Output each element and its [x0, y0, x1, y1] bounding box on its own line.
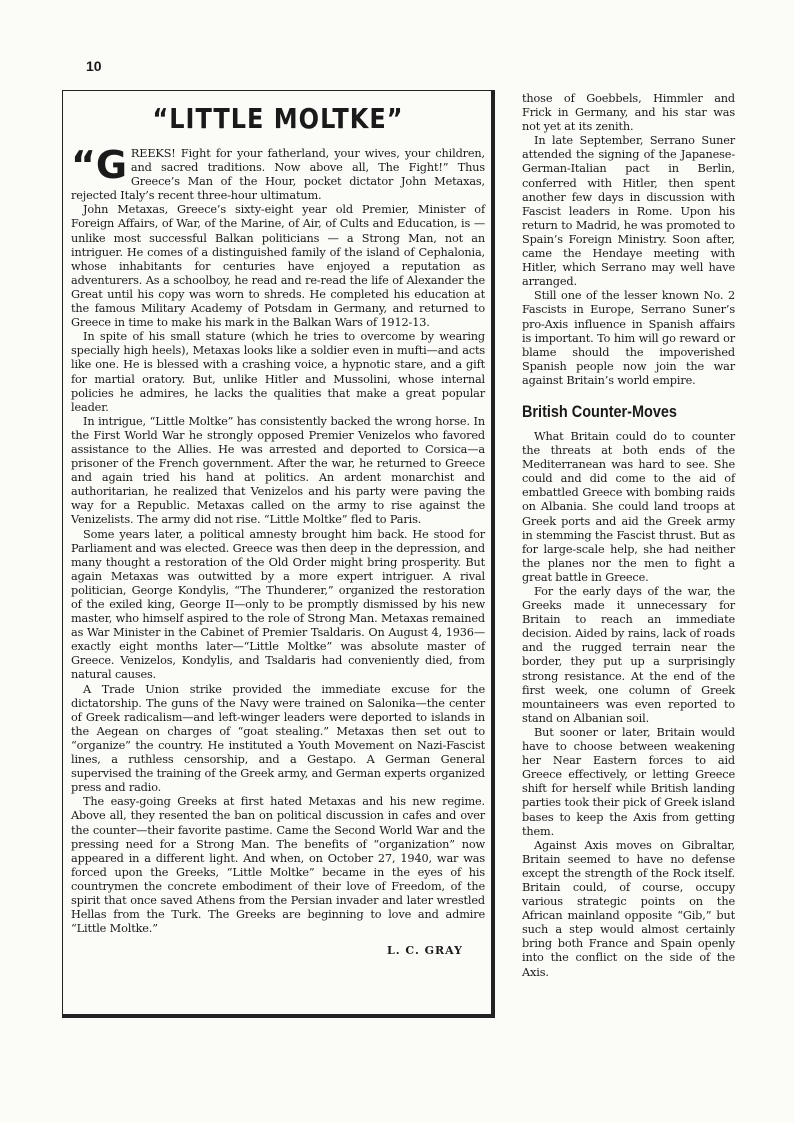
article-paragraph: A Trade Union strike provided the immediate excuse for the dictatorship. The guns of the Navy were trained on Salonika—the center of Greek radicalism—and left-winger leaders were deported to islands in the Aegean on charges of “goat stealing.” Metaxas then set out to “organize” the country. He instituted a Youth Movement on Nazi-Fascist lines, a ruthless censorship, and a Gestapo. A German General supervised the training of the Greek army, and German experts organized press and radio. [71, 682, 485, 795]
column-paragraph: those of Goebbels, Himmler and Frick in Germany, and his star was not yet at its zenith. [522, 92, 735, 134]
right-column [522, 92, 735, 980]
column-paragraph: But sooner or later, Britain would have to choose between weakening her Near Eastern forces to aid Greece effectively, or letting Greece shift for herself while British landing parties took their pick of Greek island bases to keep the Axis from getting them. [522, 725, 735, 838]
column-paragraph: For the early days of the war, the Greeks made it unnecessary for Britain to reach an immediate decision. Aided by rains, lack of roads and the rugged terrain near the border, they put up a surprisingly strong resistance. At the end of the first week, one column of Greek mountaineers was even reported to stand on Albanian soil. [522, 585, 735, 725]
column-paragraph: Still one of the lesser known No. 2 Fascists in Europe, Serrano Suner’s pro-Axis influence in Spanish affairs is important. To him will go reward or blame should the impoverished Spanish people now join the war against Britain’s world empire. [522, 289, 735, 387]
article-title: “LITTLE MOLTKE” [152, 102, 404, 136]
boxed-article-little-moltke [62, 90, 495, 1018]
section-heading: British Counter-Moves [522, 401, 677, 421]
column-paragraph: Against Axis moves on Gibraltar, Britain seemed to have no defense except the strength of the Rock itself. Britain could, of course, occupy various strategic points on the African mainland opposite “Gib,” but such a step would almost certainly bring both France and Spain openly into the conflict on the side of the Axis. [522, 838, 735, 979]
article-paragraph: Some years later, a political amnesty brought him back. He stood for Parliament and was elected. Greece was then deep in the depression, and many thought a restoration of the Old Order might bring prosperity. But again Metaxas was outwitted by a more expert intriguer. A rival politician, George Kondylis, “The Thunderer,” organized the restoration of the exiled king, George II—only to be promptly dismissed by his new master, who himself aspired to the role of Strong Man. Metaxas remained as War Minister in the Cabinet of Premier Tsaldaris. On August 4, 1936—exactly eight months later—“Little Moltke” was absolute master of Greece. Venizelos, Kondylis, and Tsaldaris had conveniently died, from natural causes. [71, 527, 485, 682]
article-paragraph: John Metaxas, Greece’s sixty-eight year old Premier, Minister of Foreign Affairs, of War, of the Marine, of Air, of Cults and Education, is — unlike most successful Balkan politicians — a Strong Man, not an intriguer. He comes of a distinguished family of the island of Cephalonia, whose inhabitants for centuries have enjoyed a reputation as adventurers. As a schoolboy, he read and re-read the life of Alexander the Great until his copy was worn to shreds. He completed his education at the famous Military Academy of Potsdam in Germany, and returned to Greece in time to make his mark in the Balkan Wars of 1912-13. [71, 203, 485, 330]
article-paragraph: In spite of his small stature (which he tries to overcome by wearing specially high heels), Metaxas looks like a soldier even in mufti—and acts like one. He is blessed with a crashing voice, a hypnotic stare, and a gift for martial oratory. But, unlike Hitler and Mussolini, whose internal policies he admires, he lacks the qualities that make a great popular leader. [71, 330, 485, 414]
page-number: 10 [86, 58, 102, 74]
byline: L. C. GRAY [387, 944, 463, 958]
column-paragraph: What Britain could do to counter the threats at both ends of the Mediterranean was hard to see. She could and did come to the aid of embattled Greece with bombing raids on Albania. She could land troops at Greek ports and aid the Greek army in stemming the Fascist thrust. But as for large-scale help, she had neither the planes nor the men to fight a great battle in Greece. [522, 429, 735, 584]
article-paragraph: “GREEKS! Fight for your fatherland, your wives, your children, and sacred traditions. Now above all, The Fight!” Thus Greece’s Man of the Hour, pocket dictator John Metaxas, rejected Italy’s recent three-hour ultimatum. [71, 143, 485, 203]
article-paragraph: The easy-going Greeks at first hated Metaxas and his new regime. Above all, they resented the ban on political discussion in cafes and over the counter—their favorite pastime. Came the Second World War and the pressing need for a Strong Man. The benefits of “organization” now appeared in a different light. And when, on October 27, 1940, war was forced upon the Greeks, “Little Moltke” became in the eyes of his countrymen the concrete embodiment of their love of Freedom, of the spirit that once saved Athens from the Persian invader and later wrestled Hellas from the Turk. The Greeks are beginning to love and admire “Little Moltke.” [71, 795, 485, 936]
drop-cap: “G [71, 143, 127, 187]
article-paragraph: In intrigue, “Little Moltke” has consistently backed the wrong horse. In the First World War he strongly opposed Premier Venizelos who favored assistance to the Allies. He was arrested and deported to Corsica—a prisoner of the French government. After the war, he returned to Greece and again tried his hand at politics. An ardent monarchist and authoritarian, he realized that Venizelos and his party were paving the way for a Republic. Metaxas called on the army to rise against the Venizelists. The army did not rise. “Little Moltke” fled to Paris. [71, 414, 485, 527]
column-paragraph: In late September, Serrano Suner attended the signing of the Japanese-German-Italian pact in Berlin, conferred with Hitler, then spent another few days in discussion with Fascist leaders in Rome. Upon his return to Madrid, he was promoted to Spain’s Foreign Ministry. Soon after, came the Hendaye meeting with Hitler, which Serrano may well have arranged. [522, 134, 735, 289]
